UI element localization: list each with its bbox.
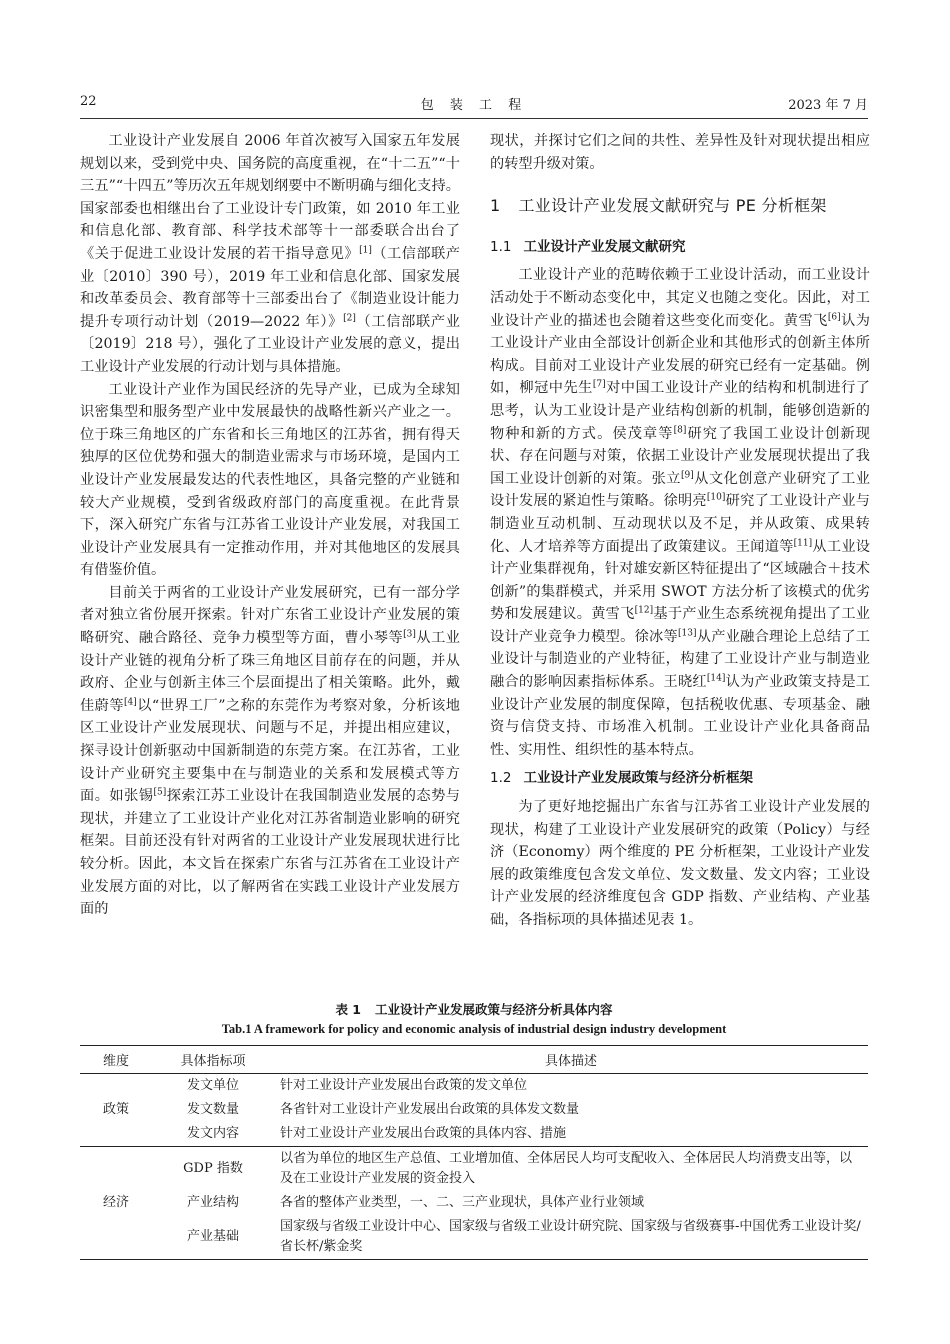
citation[interactable]: [12] (634, 605, 654, 616)
indicator-cell: 发文内容 (152, 1122, 274, 1147)
citation[interactable]: [4] (123, 697, 137, 708)
subsection-heading: 1.1 工业设计产业发展文献研究 (490, 238, 686, 255)
column-header: 具体指标项 (152, 1046, 274, 1074)
indicator-cell: 发文数量 (186, 1102, 239, 1117)
table-row (80, 1074, 868, 1099)
paragraph: 目前关于两省的工业设计产业发展研究，已有一部分学者对独立省份展开探索。针对广东省工业设计产业发展的策略研究、融合路径、竞争力模型等方面，曹小琴等[3]从工业设计产业链的视角分析了珠三角地区目前存在的问题，并从政府、企业与创新主体三个层面提出了相关策略。此外，戴佳蔚等[4]以“世界工厂”之称的东莞作为考察对象，分析该地区工业设计产业发展现状、问题与不足，并提出相应建议，探寻设计创新驱动中国新制造的东莞方案。在江苏省，工业设计产业研究主要集中在与制造业的关系和发展模式等方面。如张锡[5]探索江苏工业设计在我国制造业发展的态势与现状，并建立了工业设计产业化对江苏省制造业影响的研究框架。目前还没有针对两省的工业设计产业发展现状进行比较分析。因此，本文旨在探索广东省与江苏省在工业设计产业发展方面的对比，以了解两省在实践工业设计产业发展方面的 (80, 584, 460, 918)
description-cell: 各省的整体产业类型，一、二、三产业现状，具体产业行业领域 (280, 1195, 645, 1210)
citation[interactable]: [8] (673, 424, 687, 435)
description-cell: 国家级与省级工业设计中心、国家级与省级工业设计研究院、国家级与省级赛事-中国优秀工业设计奖/省长杯/紫金奖 (274, 1215, 868, 1260)
column-header: 具体描述 (274, 1046, 868, 1074)
citation[interactable]: [10] (706, 492, 726, 503)
column-header: 维度 (80, 1046, 152, 1074)
table-header-row (80, 1046, 868, 1074)
left-column (80, 130, 460, 921)
citation[interactable]: [6] (827, 311, 841, 322)
citation[interactable]: [3] (403, 629, 416, 640)
citation[interactable]: [1] (359, 245, 372, 256)
description-cell: 针对工业设计产业发展出台政策的具体内容、措施 (274, 1122, 868, 1147)
header-rule (80, 118, 868, 119)
right-column (490, 130, 870, 932)
table-caption-zh: 表 1 工业设计产业发展政策与经济分析具体内容 (335, 1002, 613, 1017)
table-row (80, 1191, 868, 1215)
citation[interactable]: [7] (592, 379, 606, 390)
table-caption-en: Tab.1 A framework for policy and economic analysis of industrial design industry development (221, 1022, 727, 1036)
indicator-cell: 发文单位 (186, 1078, 239, 1093)
description-cell: 各省针对工业设计产业发展出台政策的具体发文数量 (280, 1102, 580, 1117)
section-heading: 1 工业设计产业发展文献研究与 PE 分析框架 (490, 196, 827, 216)
table-row (80, 1215, 868, 1260)
table-row (80, 1122, 868, 1147)
paragraph: 工业设计产业的范畴依赖于工业设计活动，而工业设计活动处于不断动态变化中，其定义也随之变化。因此，对工业设计产业的描述也会随着这些变化而变化。黄雪飞[6]认为工业设计产业由全部设计创新企业和其他形式的创新主体所构成。目前对工业设计产业发展的研究已经有一定基础。例如，柳冠中先生[7]对中国工业设计产业的结构和机制进行了思考，认为工业设计是产业结构创新的机制，能够创造新的物种和新的方式。侯茂章等[8]研究了我国工业设计创新现状、存在问题与对策，依据工业设计产业发展现状提出了我国工业设计创新的对策。张立[9]从文化创意产业研究了工业设计发展的紧迫性与策略。徐明亮[10]研究了工业设计产业与制造业互动机制、互动现状以及不足，并从政策、成果转化、人才培养等方面提出了政策建议。王闻道等[11]从工业设计产业集群视角，针对雄安新区特征提出了“区域融合＋技术创新”的集群模式，并采用 SWOT 方法分析了该模式的优劣势和发展建议。黄雪飞[12]基于产业生态系统视角提出了工业设计产业竞争力模型。徐冰等[13]从产业融合理论上总结了工业设计与制造业的产业特征，构建了工业设计产业与制造业融合的影响因素指标体系。王晓红[14]认为产业政策支持是工业设计产业发展的制度保障，包括税收优惠、专项基金、融资与信贷支持、市场准入机制。工业设计产业化具备商品性、实用性、组织性的基本特点。 (490, 267, 870, 758)
table-row (80, 1147, 868, 1192)
citation[interactable]: [5] (153, 787, 167, 798)
dimension-cell: 政策 (80, 1074, 152, 1147)
citation[interactable]: [2] (343, 313, 356, 324)
indicator-cell: 产业基础 (152, 1215, 274, 1260)
paragraph-continued: 现状，并探讨它们之间的共性、差异性及针对现状提出相应的转型升级对策。 (490, 133, 870, 172)
page-number: 22 (80, 94, 97, 109)
description-cell: 以省为单位的地区生产总值、工业增加值、全体居民人均可支配收入、全体居民人均消费支出等，以及在工业设计产业发展的资金投入 (280, 1151, 853, 1186)
issue-date: 2023 年 7 月 (788, 98, 868, 113)
citation[interactable]: [9] (680, 469, 694, 480)
paragraph: 工业设计产业发展自 2006 年首次被写入国家五年发展规划以来，受到党中央、国务院的高度重视，在“十二五”“十三五”“十四五”等历次五年规划纲要中不断明确与细化支持。国家部委也相继出台了工业设计专门政策，如 2010 年工业和信息化部、教育部、科学技术部等十一部委联合出台了《关于促进工业设计发展的若干指导意见》[1]（工信部联产业〔2010〕390 号），2019 年工业和信息化部、国家发展和改革委员会、教育部等十三部委出台了《制造业设计能力提升专项行动计划（2019—2022 年）》[2]（工信部联产业〔2019〕218 号），强化了工业设计产业发展的意义，提出工业设计产业发展的行动计划与具体措施。 (80, 133, 460, 375)
paragraph: 为了更好地挖掘出广东省与江苏省工业设计产业发展的现状，构建了工业设计产业发展研究的政策（Policy）与经济（Economy）两个维度的 PE 分析框架，工业设计产业发展的政策维度包含发文单位、发文数量、发文内容；工业设计产业发展的经济维度包含 GDP 指数、产业结构、产业基础，各指标项的具体描述见表 1。 (490, 799, 870, 928)
table-row (80, 1098, 868, 1122)
indicator-cell: 产业结构 (186, 1195, 239, 1210)
subsection-heading: 1.2 工业设计产业发展政策与经济分析框架 (490, 770, 753, 787)
paragraph: 工业设计产业作为国民经济的先导产业，已成为全球知识密集型和服务型产业中发展最快的战略性新兴产业之一。位于珠三角地区的广东省和长三角地区的江苏省，拥有得天独厚的区位优势和强大的制造业需求与市场环境，是国内工业设计产业发展最发达的代表性地区，具备完整的产业链和较大产业规模，受到省级政府部门的高度重视。在此背景下，深入研究广东省与江苏省工业设计产业发展，对我国工业设计产业发展具有一定推动作用，并对其他地区的发展具有借鉴价值。 (80, 381, 460, 579)
table-caption (80, 1000, 868, 1037)
citation[interactable]: [14] (706, 673, 726, 684)
citation[interactable]: [11] (793, 537, 813, 548)
citation[interactable]: [13] (677, 628, 697, 639)
analysis-framework-table (80, 1045, 868, 1260)
journal-name: 包 装 工 程 (420, 98, 528, 113)
description-cell: 针对工业设计产业发展出台政策的发文单位 (280, 1078, 528, 1093)
indicator-cell: GDP 指数 (183, 1161, 243, 1176)
page-header (80, 94, 868, 114)
dimension-cell: 经济 (80, 1147, 152, 1260)
